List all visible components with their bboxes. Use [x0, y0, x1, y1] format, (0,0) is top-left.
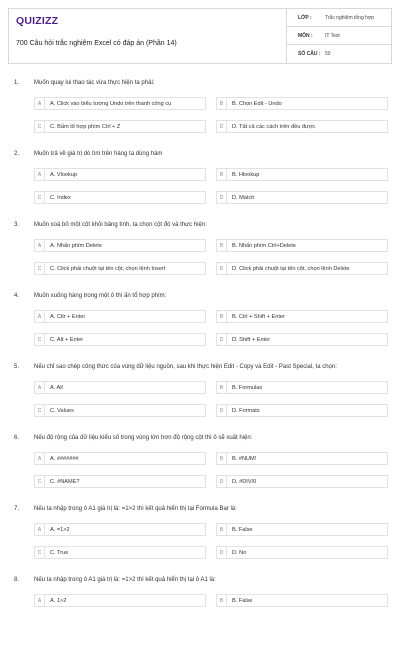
question-number: 7. — [14, 506, 20, 512]
option-letter: A — [35, 311, 45, 322]
answer-option[interactable] — [34, 523, 206, 536]
option-text: C. Click phải chuột tại tên cột, chọn lệnh Insert — [50, 265, 166, 272]
option-letter: C — [35, 547, 45, 558]
question-text: Muốn xuống hàng trong một ô thì ấn tổ hợp phím: — [34, 293, 167, 299]
question-number: 4. — [14, 293, 20, 299]
option-text: B. False — [232, 526, 253, 533]
option-letter: B — [217, 382, 227, 393]
question-item — [14, 435, 386, 506]
question-number: 8. — [14, 577, 20, 583]
option-letter: D — [217, 405, 227, 416]
answer-option[interactable] — [34, 239, 206, 252]
answer-option[interactable] — [34, 475, 206, 488]
option-text: D. Click phải chuột tại tên cột, chọn lệnh Delete — [232, 265, 350, 272]
meta-value: 50 — [325, 51, 331, 57]
answer-option[interactable] — [34, 310, 206, 323]
answer-option[interactable] — [34, 262, 206, 275]
answer-option[interactable] — [34, 452, 206, 465]
option-text: B. False — [232, 597, 253, 604]
meta-row-subject — [287, 27, 392, 45]
question-item — [14, 364, 386, 435]
question-list — [14, 80, 386, 648]
meta-label: LỚP : — [298, 14, 312, 21]
question-text: Nếu ta nhập trong ô A1 giá trị là: =1>2 thì kết quả hiển thị tại ô A1 là: — [34, 577, 216, 583]
option-letter: C — [35, 192, 45, 203]
question-item — [14, 577, 386, 648]
option-text: C. True — [50, 549, 69, 556]
option-letter: B — [217, 169, 227, 180]
option-text: A. ####### — [50, 455, 79, 462]
question-text: Muốn quay lui thao tác vừa thực hiện ta phải: — [34, 80, 155, 86]
meta-label: MÔN : — [298, 32, 313, 39]
option-letter: B — [217, 240, 227, 251]
option-letter: B — [217, 98, 227, 109]
meta-value: Trắc nghiệm tổng hợp — [325, 14, 374, 21]
option-letter: A — [35, 595, 45, 606]
meta-table — [286, 9, 392, 63]
answer-option[interactable] — [216, 404, 388, 417]
question-number: 6. — [14, 435, 20, 441]
answer-option[interactable] — [34, 168, 206, 181]
answer-option[interactable] — [216, 452, 388, 465]
option-text: A. Vlookup — [50, 171, 78, 178]
worksheet-header — [8, 8, 392, 64]
option-letter: B — [217, 524, 227, 535]
answer-option[interactable] — [34, 191, 206, 204]
answer-option[interactable] — [34, 404, 206, 417]
option-text: D. #DIV/0 — [232, 478, 257, 485]
option-text: D. Shift + Enter — [232, 336, 271, 343]
answer-option[interactable] — [216, 546, 388, 559]
option-letter: A — [35, 524, 45, 535]
option-letter: C — [35, 476, 45, 487]
page-title: 700 Câu hỏi trắc nghiệm Excel có đáp án (Phần 14) — [16, 40, 177, 47]
option-text: B. Chọn Edit - Undo — [232, 100, 282, 107]
option-text: A. Click vào biểu tượng Undo trên thanh công cụ — [50, 100, 172, 107]
option-text: A. =1>2 — [50, 526, 70, 533]
option-text: B. Hlookup — [232, 171, 260, 178]
option-text: C. Bấm tổ hợp phím Ctrl + Z — [50, 123, 121, 130]
option-letter: C — [35, 263, 45, 274]
answer-option[interactable] — [216, 168, 388, 181]
option-letter: A — [35, 98, 45, 109]
option-letter: B — [217, 453, 227, 464]
option-letter: D — [217, 121, 227, 132]
option-text: B. Ctrl + Shift + Enter — [232, 313, 285, 320]
answer-option[interactable] — [34, 546, 206, 559]
option-text: C. Index — [50, 194, 71, 201]
option-letter: B — [217, 595, 227, 606]
question-text: Muốn trả về giá trị dò tìm trên hàng ta dùng hàm — [34, 151, 163, 157]
answer-option[interactable] — [216, 120, 388, 133]
option-letter: A — [35, 453, 45, 464]
option-letter: B — [217, 311, 227, 322]
question-item — [14, 80, 386, 151]
option-text: A. Ctlr + Enter — [50, 313, 86, 320]
option-letter: C — [35, 405, 45, 416]
question-item — [14, 293, 386, 364]
question-text: Muốn xoá bỏ một cột khỏi bảng tính, ta chọn cột đó và thực hiện: — [34, 222, 207, 228]
option-text: C. #NAME? — [50, 478, 80, 485]
question-number: 1. — [14, 80, 20, 86]
quizizz-logo: QUIZIZZ — [16, 15, 59, 27]
answer-option[interactable] — [216, 239, 388, 252]
answer-option[interactable] — [34, 333, 206, 346]
option-letter: D — [217, 192, 227, 203]
answer-option[interactable] — [216, 475, 388, 488]
option-letter: C — [35, 334, 45, 345]
option-text: D. Tất cả các cách trên đều được — [232, 123, 316, 130]
answer-option[interactable] — [34, 97, 206, 110]
option-letter: D — [217, 263, 227, 274]
answer-option[interactable] — [216, 97, 388, 110]
option-letter: A — [35, 169, 45, 180]
option-text: B. Formulas — [232, 384, 263, 391]
option-text: C. Alt + Enter — [50, 336, 84, 343]
option-letter: D — [217, 476, 227, 487]
option-text: D. No — [232, 549, 247, 556]
option-text: D. Match — [232, 194, 255, 201]
question-number: 2. — [14, 151, 20, 157]
question-text: Nếu chỉ sao chép công thức của vùng dữ liệu nguồn, sau khi thực hiện Edit - Copy và Edit - Past Special, ta chọn: — [34, 364, 337, 370]
answer-option[interactable] — [34, 120, 206, 133]
question-item — [14, 151, 386, 222]
answer-option[interactable] — [216, 381, 388, 394]
option-letter: C — [35, 121, 45, 132]
question-number: 5. — [14, 364, 20, 370]
answer-option[interactable] — [34, 594, 206, 607]
question-number: 3. — [14, 222, 20, 228]
option-letter: A — [35, 382, 45, 393]
meta-value: IT Test — [325, 32, 340, 39]
option-text: B. #NUM! — [232, 455, 257, 462]
option-text: C. Values — [50, 407, 74, 414]
answer-option[interactable] — [216, 191, 388, 204]
answer-option[interactable] — [216, 594, 388, 607]
answer-option[interactable] — [216, 262, 388, 275]
meta-row-class — [287, 9, 392, 27]
option-text: D. Formats — [232, 407, 260, 414]
meta-row-count — [287, 45, 392, 63]
meta-label: SỐ CÂU : — [298, 51, 321, 57]
option-text: B. Nhấn phím Ctrl+Delete — [232, 242, 296, 249]
option-letter: D — [217, 334, 227, 345]
option-letter: D — [217, 547, 227, 558]
option-text: A. 1>2 — [50, 597, 67, 604]
option-text: A. Nhấn phím Delete — [50, 242, 102, 249]
option-text: A. All — [50, 384, 63, 391]
question-text: Nếu ta nhập trong ô A1 giá trị là: =1>2 thì kết quả hiển thị tại Formula Bar là: — [34, 506, 237, 512]
answer-option[interactable] — [216, 523, 388, 536]
question-text: Nếu độ rộng của dữ liệu kiểu số trong vùng lớn hơn độ rộng cột thì ô sẽ xuất hiện: — [34, 435, 253, 441]
option-letter: A — [35, 240, 45, 251]
question-item — [14, 506, 386, 577]
answer-option[interactable] — [34, 381, 206, 394]
question-item — [14, 222, 386, 293]
answer-option[interactable] — [216, 310, 388, 323]
answer-option[interactable] — [216, 333, 388, 346]
